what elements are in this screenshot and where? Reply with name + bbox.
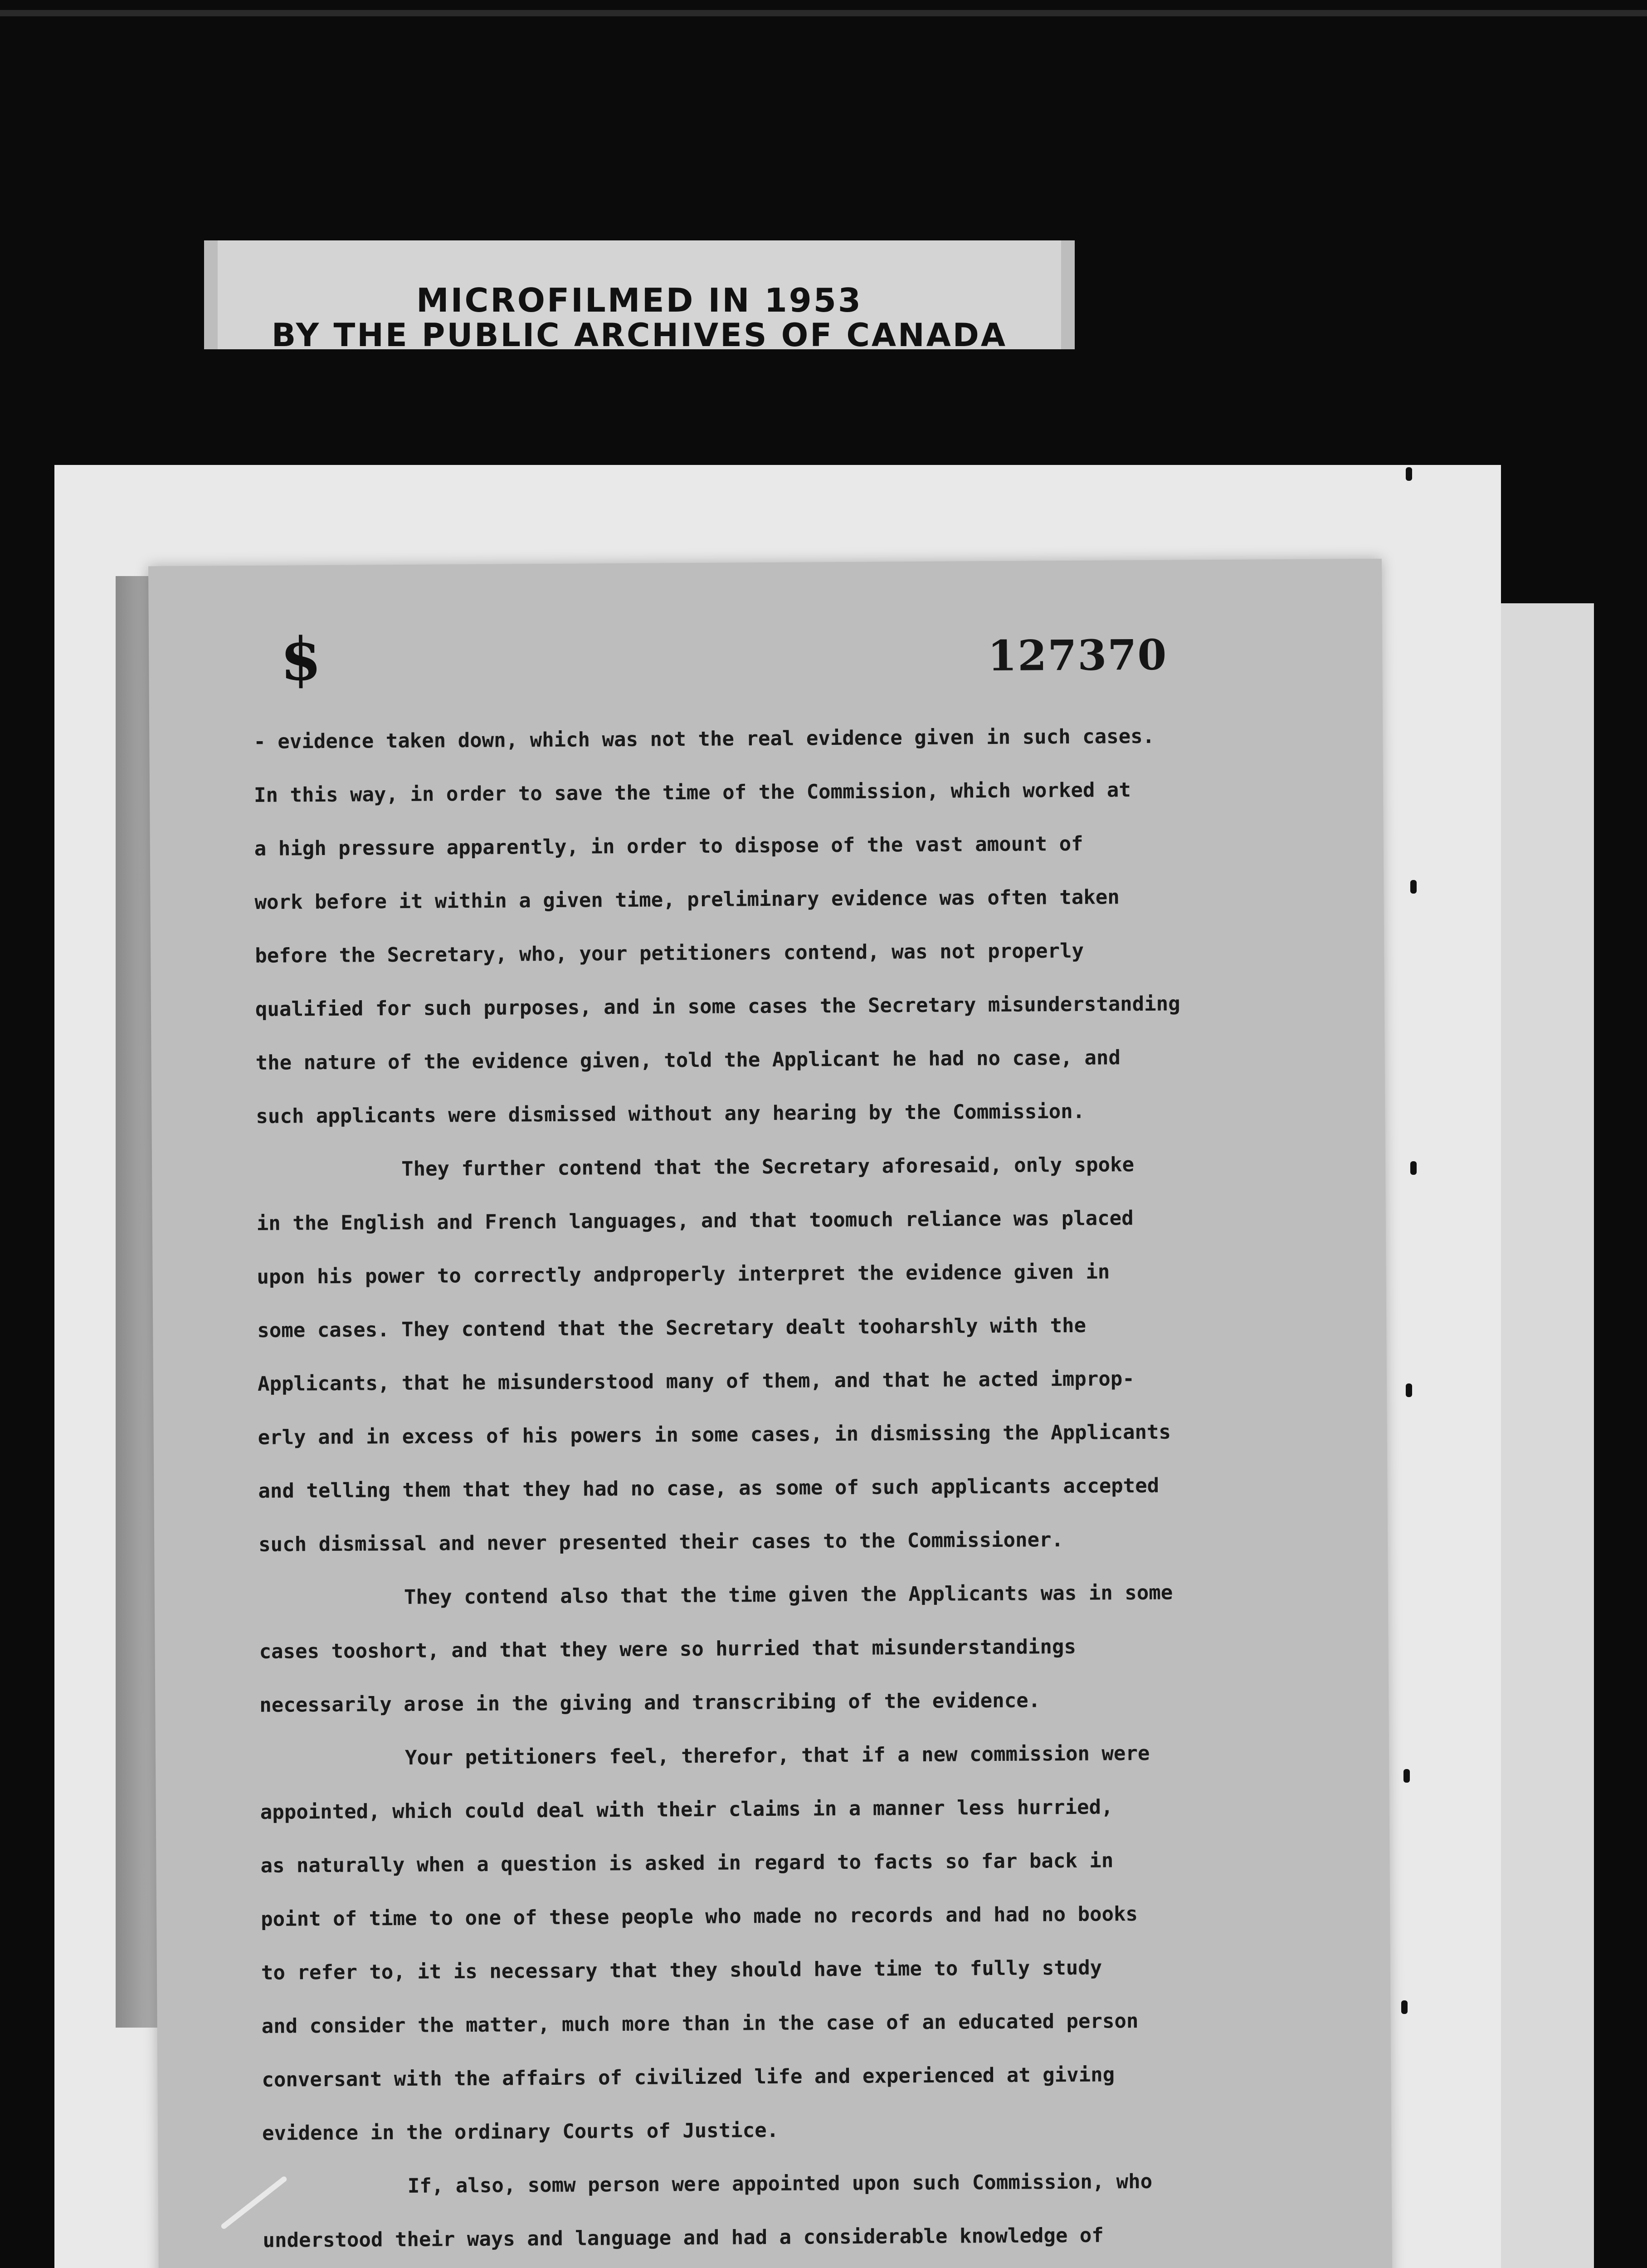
- film-edge: [0, 10, 1647, 16]
- typed-line: In this way, in order to save the time of the Commission, which worked at: [253, 778, 1131, 807]
- typed-line: - evidence taken down, which was not the real evidence given in such cases.: [253, 724, 1155, 753]
- microfilm-label-line-1: MICROFILMED IN 1953: [416, 281, 862, 319]
- microfilm-label-line-2: BY THE PUBLIC ARCHIVES OF CANADA: [271, 317, 1008, 349]
- typed-line: They further contend that the Secretary aforesaid, only spoke: [401, 1153, 1135, 1181]
- typed-line: to refer to, it is necessary that they should have time to fully study: [261, 1956, 1102, 1984]
- typed-line: qualified for such purposes, and in some cases the Secretary misunderstanding: [255, 992, 1180, 1021]
- edge-speck: [1406, 1383, 1412, 1397]
- typed-line: before the Secretary, who, your petitioners contend, was not properly: [255, 939, 1084, 968]
- typed-line: point of time to one of these people who made no records and had no books: [261, 1902, 1138, 1931]
- page-mark: $: [280, 624, 322, 694]
- typed-line: in the English and French languages, and that toomuch reliance was placed: [256, 1207, 1134, 1235]
- typed-body-text: [253, 709, 1361, 2268]
- typed-line: as naturally when a question is asked in regard to facts so far back in: [260, 1849, 1114, 1877]
- typed-line: a high pressure apparently, in order to dispose of the vast amount of: [254, 832, 1083, 860]
- typed-line: Your petitioners feel, therefor, that if a new commission were: [404, 1741, 1150, 1769]
- edge-speck: [1410, 880, 1417, 894]
- typed-line: If, also, somw person were appointed upon such Commission, who: [407, 2170, 1153, 2198]
- page-number: 127370: [987, 630, 1168, 681]
- typed-line: such applicants were dismissed without any hearing by the Commission.: [256, 1100, 1085, 1128]
- typed-line: understood their ways and language and had a considerable knowledge of: [263, 2224, 1104, 2252]
- typed-page: [148, 559, 1394, 2268]
- typed-line: evidence in the ordinary Courts of Justice.: [262, 2118, 779, 2145]
- typed-line: and telling them that they had no case, as some of such applicants accepted: [258, 1474, 1160, 1503]
- edge-speck: [1406, 467, 1412, 481]
- typed-line: appointed, which could deal with their claims in a manner less hurried,: [260, 1795, 1113, 1824]
- typed-line: necessarily arose in the giving and transcribing of the evidence.: [259, 1689, 1041, 1717]
- typed-line: Applicants, that he misunderstood many of them, and that he acted improp-: [257, 1367, 1135, 1396]
- typed-line: cases tooshort, and that they were so hurried that misunderstandings: [259, 1635, 1077, 1663]
- right-edge-strip: [1501, 603, 1594, 2268]
- typed-line: the nature of the evidence given, told the Applicant he had no case, and: [255, 1046, 1121, 1075]
- edge-speck: [1403, 1769, 1410, 1783]
- typed-line: upon his power to correctly andproperly interpret the evidence given in: [257, 1260, 1110, 1289]
- typed-line: and consider the matter, much more than in the case of an educated person: [261, 2009, 1139, 2038]
- edge-speck: [1401, 2000, 1408, 2014]
- microfilm-label: [204, 240, 1075, 349]
- typed-line: They contend also that the time given the Applicants was in some: [404, 1581, 1173, 1609]
- typed-line: conversant with the affairs of civilized life and experienced at giving: [262, 2063, 1115, 2092]
- typed-line: some cases. They contend that the Secretary dealt tooharshly with the: [257, 1314, 1087, 1342]
- typed-line: erly and in excess of his powers in some cases, in dismissing the Applicants: [258, 1420, 1171, 1449]
- edge-speck: [1410, 1161, 1417, 1175]
- typed-line: work before it within a given time, preliminary evidence was often taken: [254, 885, 1120, 914]
- typed-line: such dismissal and never presented their cases to the Commissioner.: [258, 1528, 1064, 1556]
